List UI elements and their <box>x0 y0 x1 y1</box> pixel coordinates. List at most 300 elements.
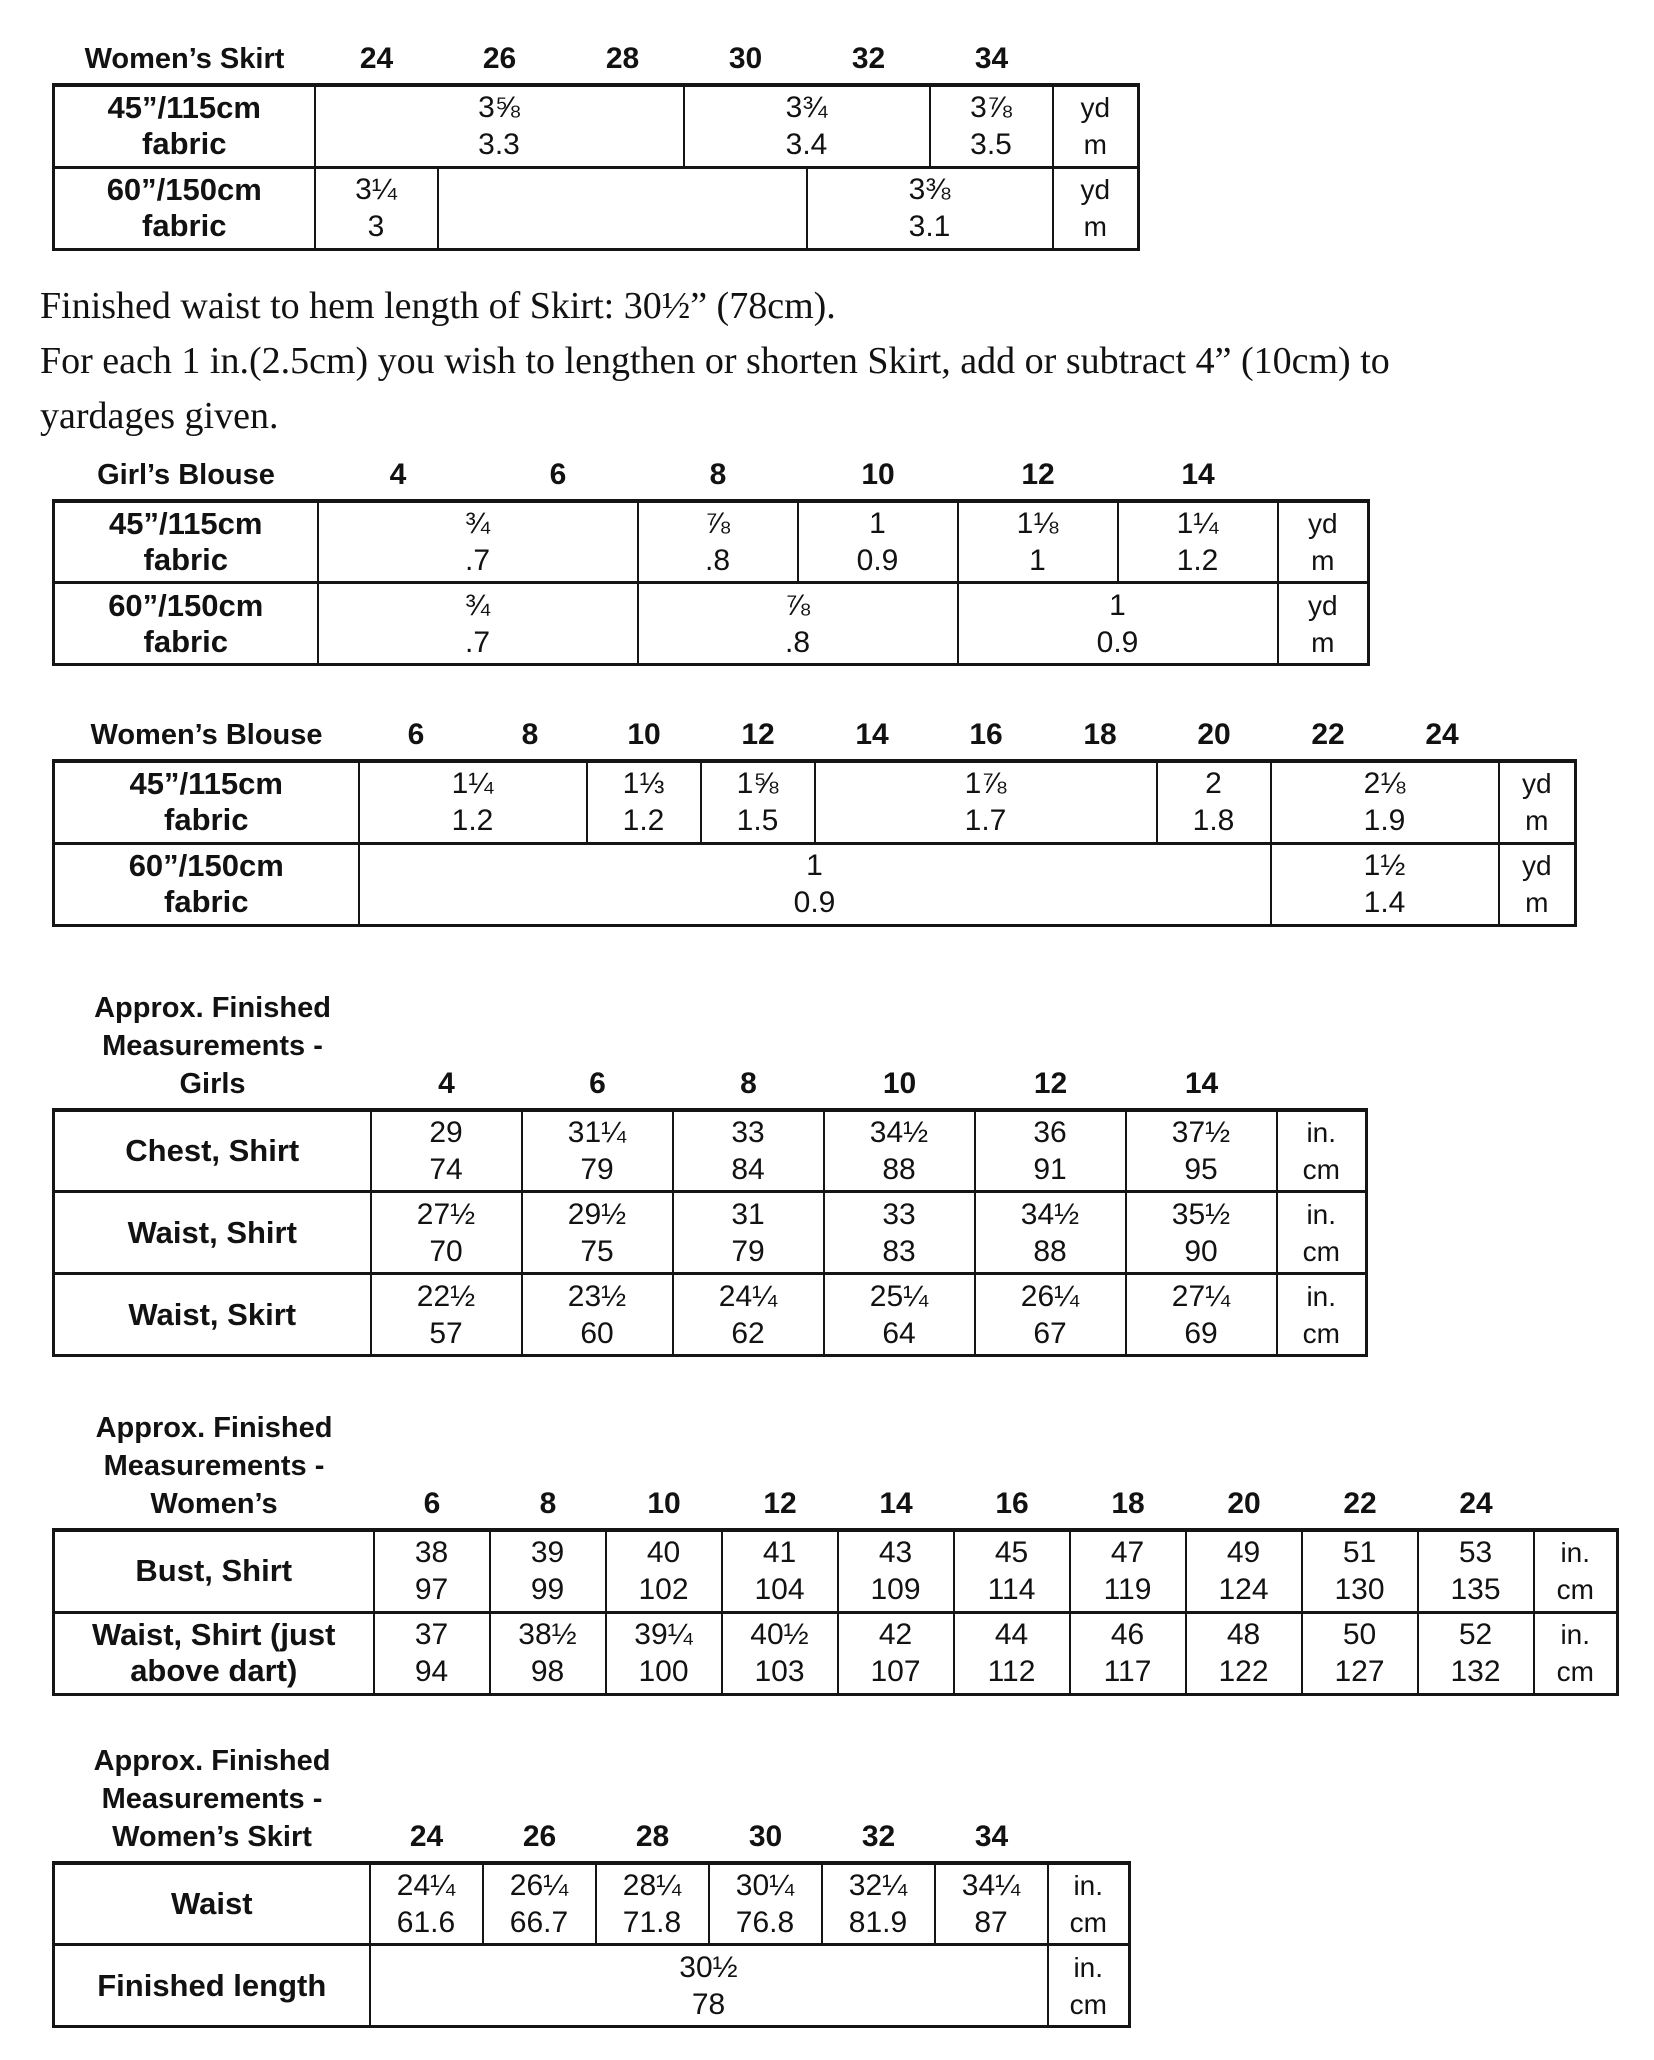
size-header: 4 <box>389 457 407 491</box>
size-header: 24 <box>359 42 394 75</box>
value-cell <box>722 1530 838 1612</box>
value-metric: 57 <box>429 1316 463 1350</box>
value-imperial: 26¼ <box>509 1868 569 1902</box>
value-metric: 98 <box>530 1655 565 1688</box>
row-label-cell <box>54 1110 371 1192</box>
value-imperial: 3¼ <box>355 173 397 206</box>
size-header: 32 <box>861 1819 896 1853</box>
value-imperial: 3⅝ <box>478 91 520 125</box>
value-metric: 127 <box>1334 1655 1385 1688</box>
size-header: 22 <box>1343 1487 1377 1520</box>
value-cell <box>371 1274 522 1356</box>
value-cell <box>606 1530 722 1612</box>
value-imperial: 24¼ <box>396 1868 456 1902</box>
value-imperial: 32¼ <box>848 1868 908 1902</box>
value-imperial: 1½ <box>1363 849 1406 882</box>
value-imperial: 36 <box>1033 1115 1067 1149</box>
row-label-line: Bust, Shirt <box>135 1553 293 1589</box>
value-cell <box>638 501 798 583</box>
value-cell <box>587 761 701 843</box>
unit-imperial: in. <box>1073 1951 1104 1983</box>
unit-cell <box>1277 1274 1367 1356</box>
value-cell <box>673 1192 824 1274</box>
value-cell <box>824 1192 975 1274</box>
value-imperial: 33 <box>731 1115 765 1149</box>
value-cell <box>318 583 638 665</box>
value-cell <box>807 167 1053 249</box>
size-header: 12 <box>763 1487 797 1520</box>
row-label-cell <box>54 85 315 167</box>
value-imperial: 29½ <box>567 1197 627 1231</box>
value-imperial: 2⅛ <box>1363 767 1406 801</box>
value-imperial: ¾ <box>464 588 491 622</box>
value-metric: 67 <box>1033 1316 1067 1350</box>
value-cell <box>975 1110 1126 1192</box>
row-label-line: 60”/150cm <box>106 172 262 207</box>
value-metric: 0.9 <box>793 886 836 919</box>
value-metric: 117 <box>1103 1655 1152 1688</box>
table-row <box>54 1945 1130 2027</box>
size-header: 16 <box>995 1487 1029 1520</box>
note-line: yardages given. <box>40 394 279 437</box>
value-metric: 103 <box>754 1655 805 1688</box>
table-header-row <box>52 1409 1654 1523</box>
row-label-cell <box>54 1274 371 1356</box>
row-label-line: 45”/115cm <box>129 766 283 802</box>
size-header: 20 <box>1227 1487 1261 1520</box>
value-cell <box>684 85 930 167</box>
value-imperial: 2 <box>1205 767 1222 801</box>
size-header: 24 <box>409 1819 444 1853</box>
row-label-line: Waist, Shirt (just <box>92 1617 336 1652</box>
value-cell <box>490 1612 606 1694</box>
size-header: 8 <box>521 718 539 751</box>
note-paragraph <box>40 279 1654 444</box>
value-imperial: 52 <box>1458 1618 1493 1651</box>
size-header: 10 <box>861 457 895 491</box>
value-imperial: 1 <box>806 849 823 882</box>
value-metric: 95 <box>1184 1152 1218 1186</box>
value-metric: 1.7 <box>964 804 1007 838</box>
row-label-cell <box>54 1945 370 2027</box>
table-title-line: Women’s Skirt <box>112 1820 312 1853</box>
table-title <box>54 1409 374 1523</box>
note-line: For each 1 in.(2.5cm) you wish to lengthen or shorten Skirt, add or subtract 4” (10cm) to <box>40 339 1390 382</box>
size-header: 14 <box>855 718 889 751</box>
data-table <box>52 1528 1619 1696</box>
row-label-cell <box>54 1863 370 1945</box>
value-cell <box>522 1274 673 1356</box>
value-imperial: 24¼ <box>718 1279 778 1313</box>
unit-cell <box>1534 1530 1618 1612</box>
value-metric: 3.1 <box>908 210 951 243</box>
table-title-line: Measurements - <box>103 1450 325 1482</box>
value-metric: 75 <box>580 1234 614 1268</box>
value-cell <box>701 761 815 843</box>
size-header: 8 <box>740 1066 757 1100</box>
value-cell <box>722 1612 838 1694</box>
value-cell <box>1271 843 1499 925</box>
size-header: 10 <box>647 1487 681 1520</box>
table-row <box>54 761 1576 843</box>
value-cell <box>370 1945 1048 2027</box>
row-label-line: fabric <box>142 126 227 162</box>
value-cell <box>975 1274 1126 1356</box>
value-metric: 0.9 <box>1096 625 1139 659</box>
size-header: 24 <box>1459 1487 1493 1520</box>
value-imperial: 40 <box>646 1536 681 1570</box>
value-cell <box>638 583 958 665</box>
value-metric: 76.8 <box>735 1905 795 1939</box>
unit-metric: cm <box>1302 1317 1340 1349</box>
size-header: 14 <box>1181 457 1215 491</box>
unit-imperial: in. <box>1306 1280 1337 1312</box>
value-imperial: 30½ <box>679 1950 738 1984</box>
table-title <box>54 989 371 1103</box>
value-metric: 114 <box>987 1573 1036 1607</box>
value-metric: 61.6 <box>396 1905 456 1939</box>
value-metric: 1.2 <box>1176 543 1219 577</box>
value-cell <box>954 1530 1070 1612</box>
size-header: 6 <box>423 1487 441 1520</box>
value-metric: 3.5 <box>970 128 1012 162</box>
table-row <box>54 1612 1618 1694</box>
table-title-line: Girl’s Blouse <box>97 458 275 491</box>
value-imperial: 28¼ <box>622 1868 682 1902</box>
value-imperial: 48 <box>1226 1618 1261 1651</box>
value-imperial: 3⅜ <box>908 173 951 206</box>
row-label-line: fabric <box>143 541 228 577</box>
value-cell <box>315 85 684 167</box>
value-cell <box>815 761 1157 843</box>
value-cell <box>374 1612 490 1694</box>
row-label-line: 45”/115cm <box>109 505 263 541</box>
unit-cell <box>1048 1863 1130 1945</box>
value-cell <box>954 1612 1070 1694</box>
size-header: 4 <box>438 1066 455 1100</box>
value-cell <box>1126 1110 1277 1192</box>
table-title <box>54 1742 370 1856</box>
value-metric: 81.9 <box>848 1905 908 1939</box>
value-metric: 62 <box>731 1316 765 1350</box>
value-cell <box>490 1530 606 1612</box>
value-imperial: ⅞ <box>704 506 731 540</box>
value-metric: 70 <box>429 1234 463 1268</box>
unit-cell <box>1277 1192 1367 1274</box>
row-label-cell <box>54 167 315 249</box>
value-imperial: 35½ <box>1171 1197 1231 1231</box>
row-label-line: fabric <box>143 623 228 659</box>
size-header: 16 <box>969 718 1003 751</box>
size-header: 6 <box>549 457 567 491</box>
table-title-line: Women’s <box>150 1488 278 1520</box>
value-cell <box>606 1612 722 1694</box>
unit-metric: m <box>1525 805 1549 837</box>
value-imperial: 43 <box>878 1536 913 1570</box>
unit-metric: m <box>1311 544 1335 576</box>
value-metric: 124 <box>1218 1573 1269 1607</box>
value-imperial: 22½ <box>416 1279 476 1313</box>
unit-imperial: yd <box>1521 768 1552 800</box>
value-imperial: 1⅝ <box>736 767 779 801</box>
value-cell <box>1418 1530 1534 1612</box>
size-header: 34 <box>974 1819 1009 1853</box>
value-metric: 84 <box>731 1152 765 1186</box>
unit-imperial: yd <box>1521 850 1552 881</box>
value-metric: 88 <box>882 1152 916 1186</box>
table-title-line: Women’s Skirt <box>84 43 285 75</box>
value-metric: 64 <box>882 1316 916 1350</box>
row-label-cell <box>54 583 318 665</box>
size-header: 34 <box>974 42 1009 75</box>
row-label-line: 60”/150cm <box>108 587 264 623</box>
value-imperial: 1⅞ <box>964 767 1007 801</box>
value-metric: 122 <box>1218 1655 1269 1688</box>
size-header: 30 <box>748 1819 783 1853</box>
unit-imperial: in. <box>1306 1198 1337 1230</box>
size-header: 26 <box>522 1819 557 1853</box>
data-table <box>52 1861 1131 2029</box>
value-cell <box>824 1110 975 1192</box>
size-header: 14 <box>879 1487 913 1520</box>
value-metric: 78 <box>691 1987 726 2021</box>
value-metric: 83 <box>882 1234 916 1268</box>
size-header: 10 <box>627 718 661 751</box>
value-metric: 1.5 <box>736 804 779 838</box>
row-label-cell <box>54 843 359 925</box>
table-header-row <box>52 456 1654 494</box>
size-header: 18 <box>1083 718 1117 751</box>
table-title-line: Approx. Finished <box>93 1744 331 1777</box>
value-imperial: 38 <box>414 1536 449 1570</box>
size-header: 32 <box>851 42 886 75</box>
table-row <box>54 1110 1367 1192</box>
girls-blouse-yardage-table <box>52 456 1654 667</box>
unit-metric: m <box>1083 129 1107 161</box>
value-imperial: 42 <box>878 1618 913 1651</box>
value-metric: 100 <box>638 1655 689 1688</box>
unit-cell <box>1278 583 1369 665</box>
value-imperial: 30¼ <box>735 1868 795 1902</box>
unit-cell <box>1278 501 1369 583</box>
value-cell <box>822 1863 935 1945</box>
value-cell <box>1126 1192 1277 1274</box>
value-imperial: 1¼ <box>451 767 494 801</box>
size-header: 12 <box>741 718 775 751</box>
value-cell <box>1157 761 1271 843</box>
row-label-line: Waist, Shirt <box>127 1214 297 1250</box>
value-cell <box>838 1612 954 1694</box>
table-row <box>54 843 1576 925</box>
unit-metric: cm <box>1302 1235 1340 1267</box>
value-cell <box>1271 761 1499 843</box>
value-imperial: ⅞ <box>784 588 811 622</box>
table-title <box>54 40 315 78</box>
value-imperial: 33 <box>882 1197 916 1231</box>
value-cell <box>958 501 1118 583</box>
unit-imperial: yd <box>1080 92 1111 124</box>
value-imperial: 26¼ <box>1020 1279 1080 1313</box>
unit-cell <box>1053 167 1139 249</box>
row-label-cell <box>54 761 359 843</box>
size-header: 22 <box>1311 718 1345 751</box>
table-row <box>54 1192 1367 1274</box>
value-imperial: 1 <box>869 506 886 540</box>
table-title-line: Measurements - <box>101 1782 323 1815</box>
unit-cell <box>1534 1612 1618 1694</box>
value-imperial: 50 <box>1342 1618 1377 1651</box>
value-metric: 74 <box>429 1152 463 1186</box>
table-title-line: Approx. Finished <box>95 1412 333 1444</box>
value-imperial: 39¼ <box>634 1618 693 1651</box>
value-imperial: 51 <box>1342 1536 1377 1570</box>
value-metric: 3.4 <box>785 128 828 162</box>
table-row <box>54 1274 1367 1356</box>
size-header: 8 <box>539 1487 557 1520</box>
row-label-line: Chest, Shirt <box>125 1132 300 1168</box>
row-label-line: 60”/150cm <box>128 848 284 883</box>
value-metric: 87 <box>974 1905 1008 1939</box>
value-metric: .7 <box>464 543 491 577</box>
table-row <box>54 583 1369 665</box>
row-label-line: above dart) <box>130 1653 298 1688</box>
table-row <box>54 85 1139 167</box>
value-metric: .8 <box>784 625 811 659</box>
value-cell <box>1070 1530 1186 1612</box>
value-cell <box>318 501 638 583</box>
value-metric: 88 <box>1033 1234 1067 1268</box>
unit-cell <box>1499 843 1576 925</box>
table-row <box>54 501 1369 583</box>
value-metric: 3 <box>367 210 385 243</box>
value-metric: 135 <box>1450 1573 1501 1607</box>
value-imperial: 47 <box>1110 1536 1145 1570</box>
value-cell <box>371 1110 522 1192</box>
value-imperial: 31¼ <box>567 1115 627 1149</box>
size-header: 12 <box>1033 1066 1068 1100</box>
size-header: 20 <box>1197 718 1231 751</box>
row-label-line: Waist <box>170 1885 253 1921</box>
value-imperial: 37½ <box>1171 1115 1231 1149</box>
value-metric: 1.2 <box>622 804 665 838</box>
unit-cell <box>1499 761 1576 843</box>
unit-metric: cm <box>1069 1988 1107 2020</box>
size-header: 28 <box>605 42 640 75</box>
value-imperial: 49 <box>1226 1536 1261 1570</box>
value-imperial: 37 <box>414 1618 449 1651</box>
value-metric: 1.2 <box>451 804 494 838</box>
value-metric: 1 <box>1029 543 1046 577</box>
value-imperial: 38½ <box>518 1618 577 1651</box>
size-header: 24 <box>1425 718 1459 751</box>
value-metric: 99 <box>530 1573 565 1607</box>
table-header-row <box>52 40 1654 78</box>
row-label-line: Waist, Skirt <box>128 1296 297 1332</box>
value-metric: 91 <box>1033 1152 1067 1186</box>
size-header: 10 <box>882 1066 917 1100</box>
size-header: 18 <box>1111 1487 1145 1520</box>
value-metric: 132 <box>1450 1655 1501 1688</box>
row-label-line: Finished length <box>97 1967 327 2003</box>
value-cell <box>359 843 1271 925</box>
value-imperial: 1¼ <box>1176 506 1219 540</box>
value-metric: 66.7 <box>509 1905 569 1939</box>
unit-imperial: in. <box>1560 1537 1591 1569</box>
value-imperial: 29 <box>429 1115 463 1149</box>
value-metric: 102 <box>638 1573 689 1607</box>
value-cell <box>1070 1612 1186 1694</box>
table-title <box>54 456 318 494</box>
row-label-cell <box>54 1612 374 1694</box>
value-imperial: ¾ <box>464 506 491 540</box>
value-cell <box>522 1192 673 1274</box>
value-metric: .7 <box>464 625 491 659</box>
value-cell <box>374 1530 490 1612</box>
value-cell <box>1302 1530 1418 1612</box>
value-imperial: 1⅓ <box>622 767 665 801</box>
value-imperial: 25¼ <box>869 1279 929 1313</box>
unit-imperial: in. <box>1073 1869 1104 1901</box>
table-row <box>54 1863 1130 1945</box>
value-metric: 79 <box>731 1234 765 1268</box>
unit-metric: cm <box>1069 1906 1107 1938</box>
row-label-line: fabric <box>164 802 249 838</box>
value-imperial: 34¼ <box>961 1868 1021 1902</box>
row-label-line: fabric <box>164 884 249 919</box>
value-cell <box>975 1192 1126 1274</box>
value-cell <box>958 583 1278 665</box>
unit-metric: m <box>1083 211 1107 242</box>
unit-imperial: in. <box>1560 1619 1591 1650</box>
value-metric: 3.3 <box>478 128 520 162</box>
value-cell <box>596 1863 709 1945</box>
value-cell <box>315 167 438 249</box>
row-label-line: 45”/115cm <box>107 90 261 126</box>
value-cell <box>522 1110 673 1192</box>
unit-imperial: yd <box>1307 507 1338 539</box>
value-metric: 90 <box>1184 1234 1218 1268</box>
value-cell <box>1126 1274 1277 1356</box>
value-metric: 107 <box>870 1655 921 1688</box>
value-metric: 71.8 <box>622 1905 682 1939</box>
value-imperial: 3⅞ <box>970 91 1012 125</box>
value-cell <box>709 1863 822 1945</box>
value-imperial: 23½ <box>567 1279 627 1313</box>
value-metric: 1.9 <box>1363 804 1406 838</box>
value-metric: 104 <box>754 1573 805 1607</box>
table-title-line: Approx. Finished <box>94 991 331 1024</box>
data-table <box>52 759 1577 927</box>
unit-metric: m <box>1525 887 1549 918</box>
data-table <box>52 83 1140 251</box>
size-header: 14 <box>1184 1066 1219 1100</box>
value-metric: .8 <box>704 543 731 577</box>
value-cell <box>673 1110 824 1192</box>
value-imperial: 34½ <box>1020 1197 1080 1231</box>
value-metric: 112 <box>987 1655 1036 1688</box>
table-header-row <box>52 1742 1654 1856</box>
table-title-line: Girls <box>179 1067 246 1100</box>
value-cell <box>930 85 1053 167</box>
value-metric: 119 <box>1103 1573 1152 1607</box>
value-metric: 1.8 <box>1192 804 1235 838</box>
value-cell <box>838 1530 954 1612</box>
size-header: 26 <box>482 42 517 75</box>
value-imperial: 27¼ <box>1171 1279 1231 1313</box>
note-line: Finished waist to hem length of Skirt: 30½” (78cm). <box>40 284 836 327</box>
value-cell <box>1302 1612 1418 1694</box>
value-imperial: 3¾ <box>785 91 828 125</box>
